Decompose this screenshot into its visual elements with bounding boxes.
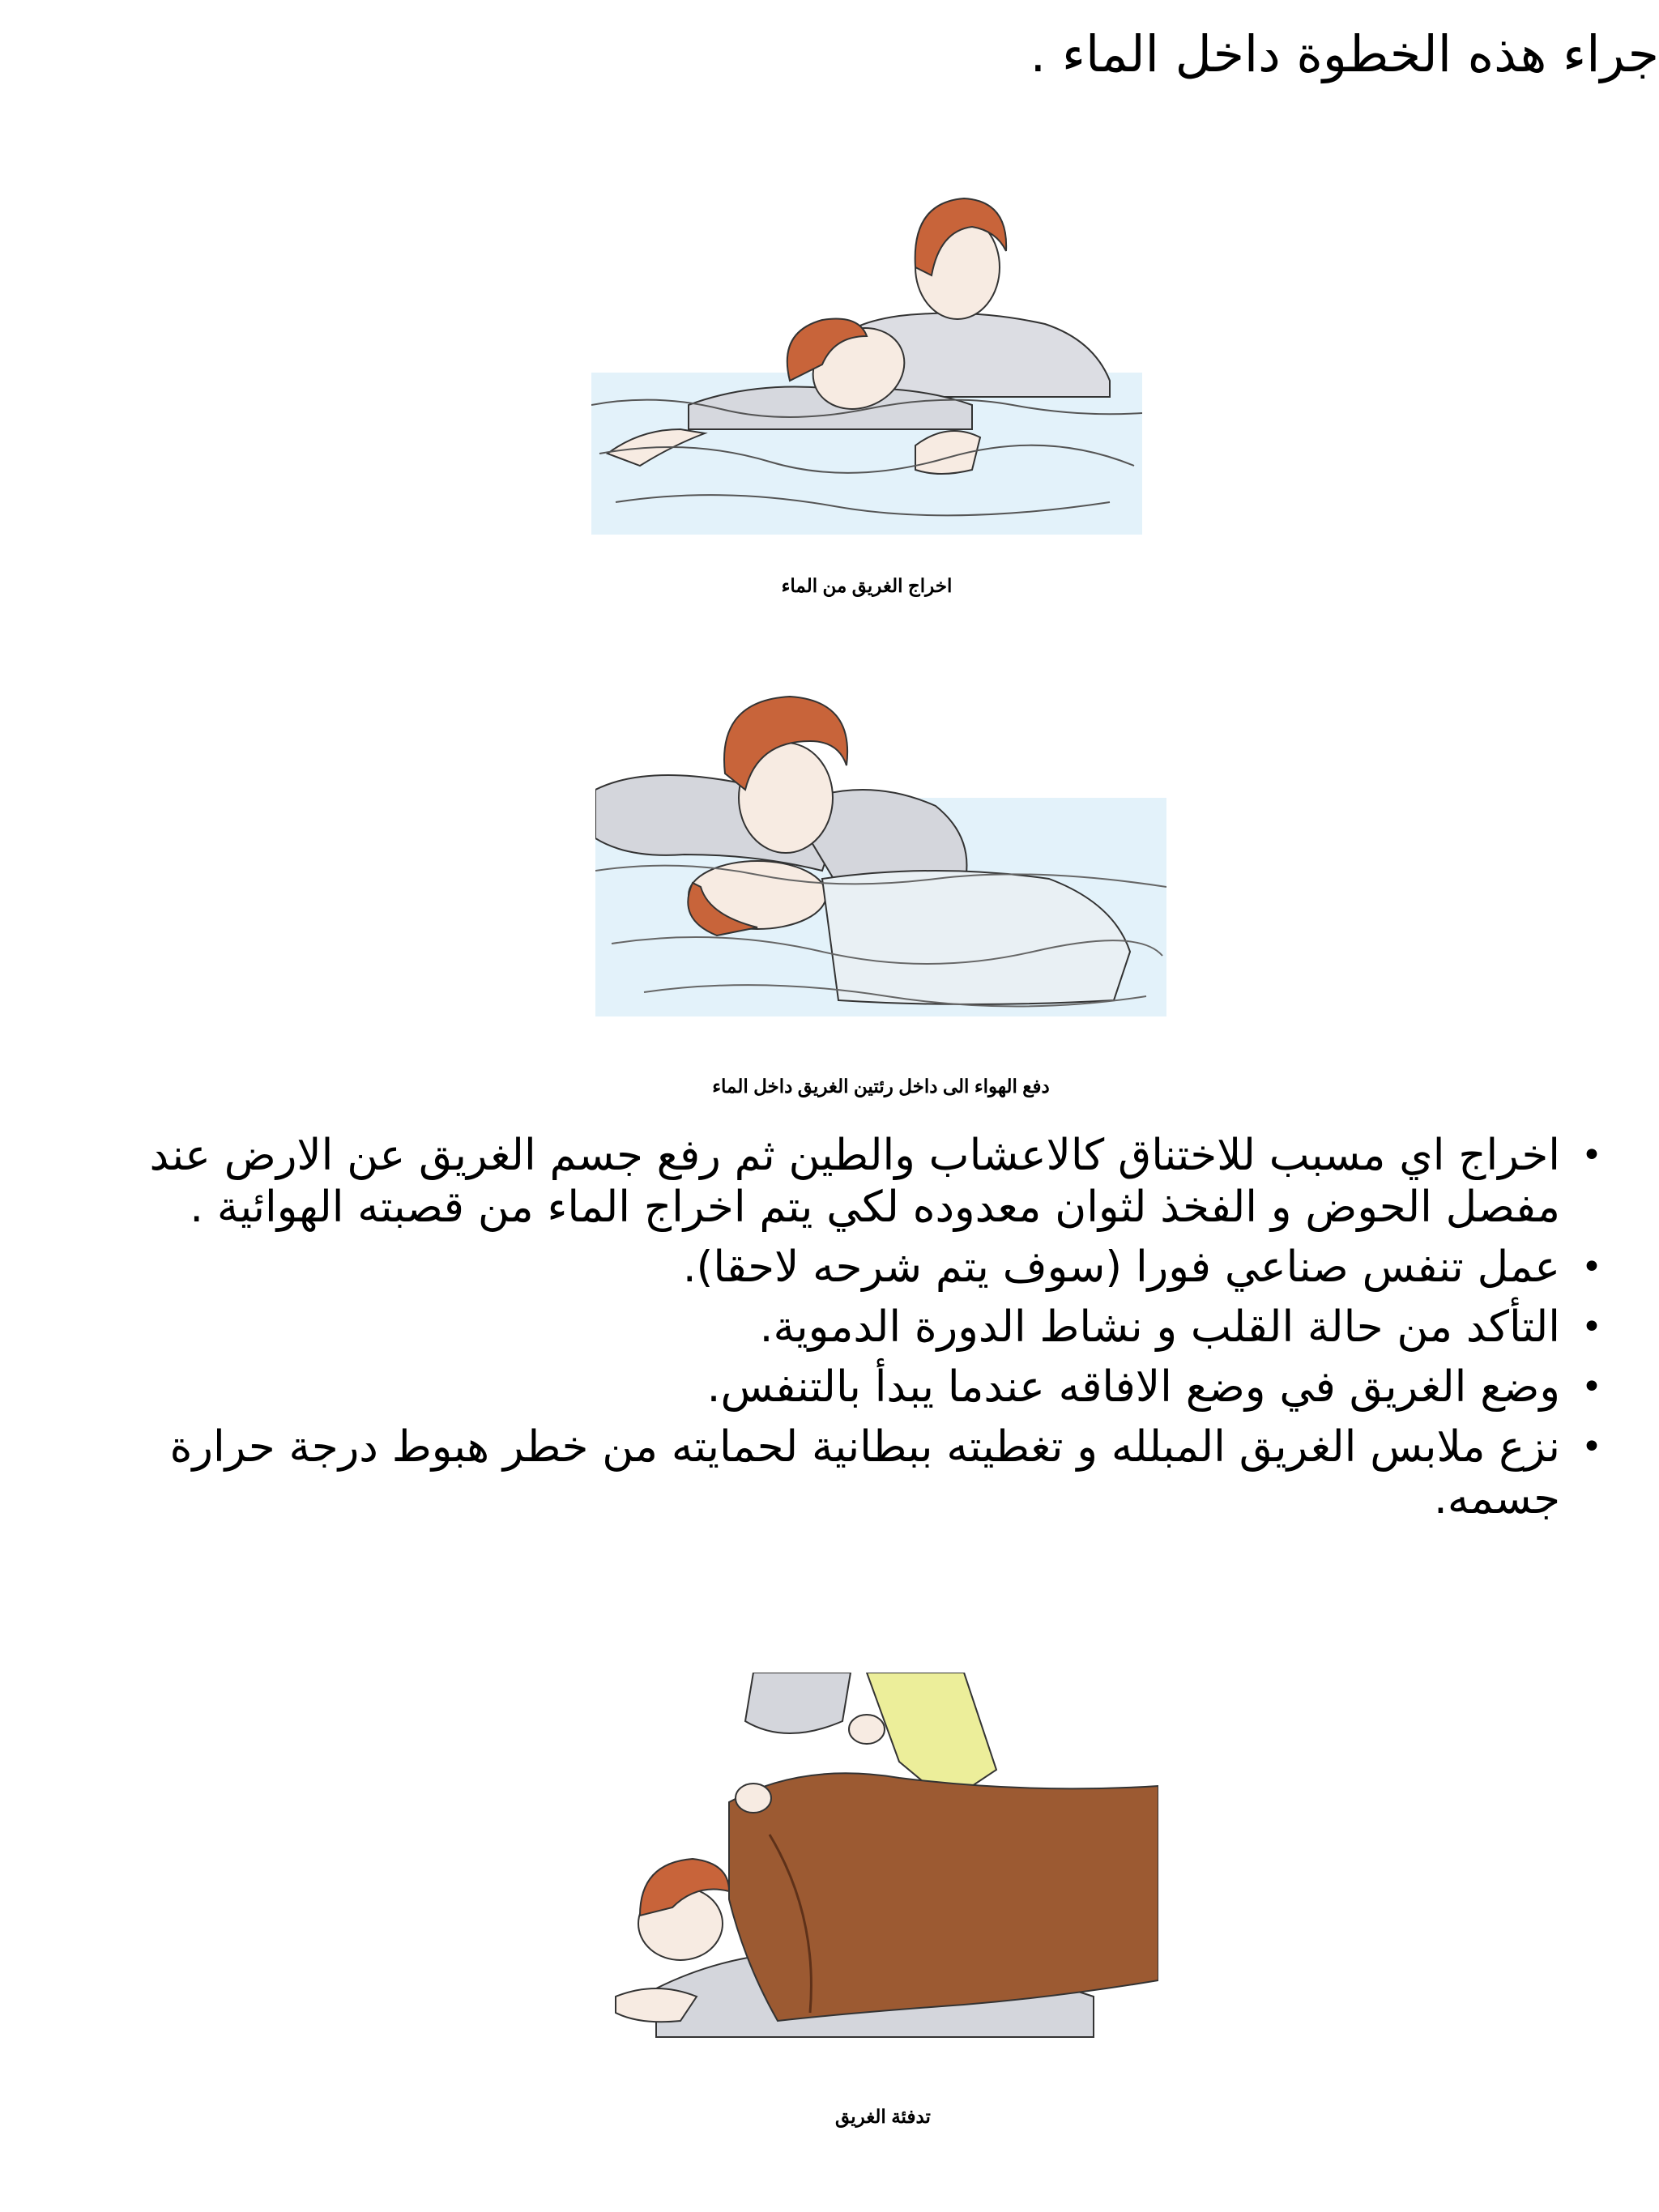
rescue-breathing-illustration <box>595 684 1166 1016</box>
instruction-item: • التأكد من حالة القلب و نشاط الدورة الدموية. <box>57 1302 1612 1353</box>
instruction-item: • نزع ملابس الغريق المبلله و تغطيته ببطانية لحمايته من خطر هبوط درجة حرارة جسمه. <box>57 1421 1612 1525</box>
page-heading: جراء هذه الخطوة داخل الماء . <box>1030 24 1659 83</box>
instruction-list <box>57 1130 1612 1533</box>
instruction-item: • اخراج اي مسبب للاختناق كالاعشاب والطين ثم رفع جسم الغريق عن الارض عند مفصل الحوض و الفخذ لثوان معدوده لكي يتم اخراج الماء من قصبته الهوائية . <box>57 1130 1612 1234</box>
figure-caption-breathing: دفع الهواء الى داخل رئتين الغريق داخل الماء <box>712 1076 1050 1097</box>
blanket-warming-illustration <box>608 1673 1158 2057</box>
figure-caption-warming: تدفئة الغريق <box>835 2106 931 2127</box>
rescue-towing-illustration <box>591 186 1142 535</box>
instruction-item: • وضع الغريق في وضع الافاقه عندما يبدأ بالتنفس. <box>57 1362 1612 1413</box>
instruction-item: • عمل تنفس صناعي فورا (سوف يتم شرحه لاحقا). <box>57 1242 1612 1294</box>
figure-caption-towing: اخراج الغريق من الماء <box>781 575 953 596</box>
